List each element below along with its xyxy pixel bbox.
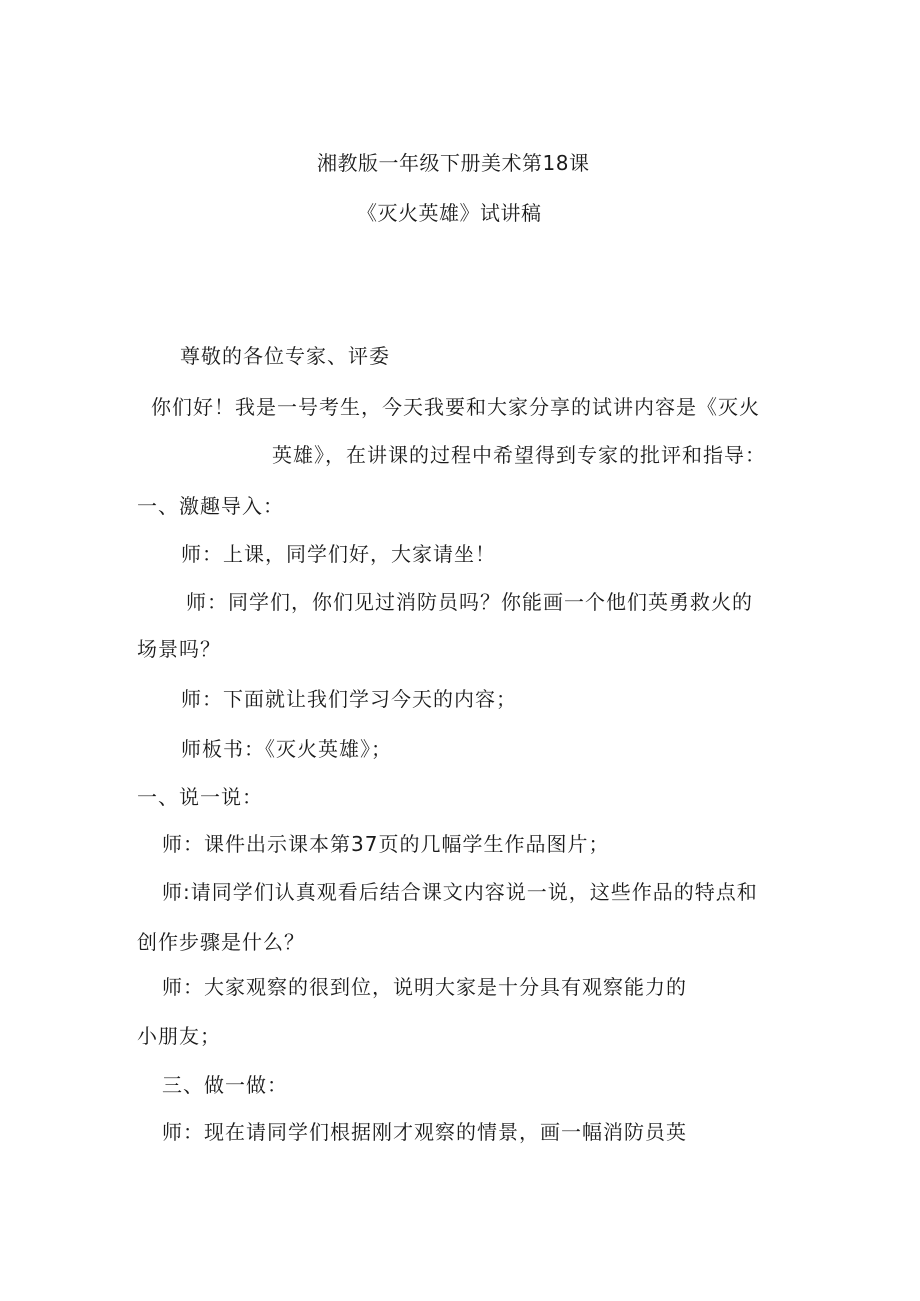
intro-line-continued: 英雄》，在讲课的过程中希望得到专家的批评和指导： (272, 443, 766, 467)
paragraph-line: 师板书：《灭火英雄》； (181, 737, 392, 761)
paragraph-line: 场景吗？ (137, 637, 221, 661)
paragraph-line: 师：下面就让我们学习今天的内容； (181, 687, 517, 711)
paragraph-line: 师：现在请同学们根据刚才观察的情景，画一幅消防员英 (162, 1120, 687, 1144)
section-heading: 一、激趣导入： (137, 494, 284, 518)
paragraph-line: 师：大家观察的很到位，说明大家是十分具有观察能力的 (162, 975, 687, 999)
paragraph-line: 创作步骤是什么？ (137, 930, 305, 954)
paragraph-line: 师：同学们，你们见过消防员吗？你能画一个他们英勇救火的 (186, 590, 753, 614)
section-heading: 一、说一说： (137, 785, 263, 809)
paragraph-line: 小朋友； (137, 1024, 221, 1048)
intro-line: 你们好！我是一号考生，今天我要和大家分享的试讲内容是《灭火 (151, 395, 760, 419)
section-heading: 三、做一做： (162, 1073, 288, 1097)
document-title: 湘教版一年级下册美术第18课 (317, 151, 590, 175)
paragraph-line: 师：课件出示课本第37页的几幅学生作品图片； (162, 832, 610, 856)
paragraph-line: 师：上课，同学们好，大家请坐！ (181, 542, 496, 566)
paragraph-line: 师:请同学们认真观看后结合课文内容说一说，这些作品的特点和 (162, 880, 758, 904)
greeting-line: 尊敬的各位专家、评委 (180, 344, 390, 368)
document-subtitle: 《灭火英雄》试讲稿 (357, 201, 542, 225)
